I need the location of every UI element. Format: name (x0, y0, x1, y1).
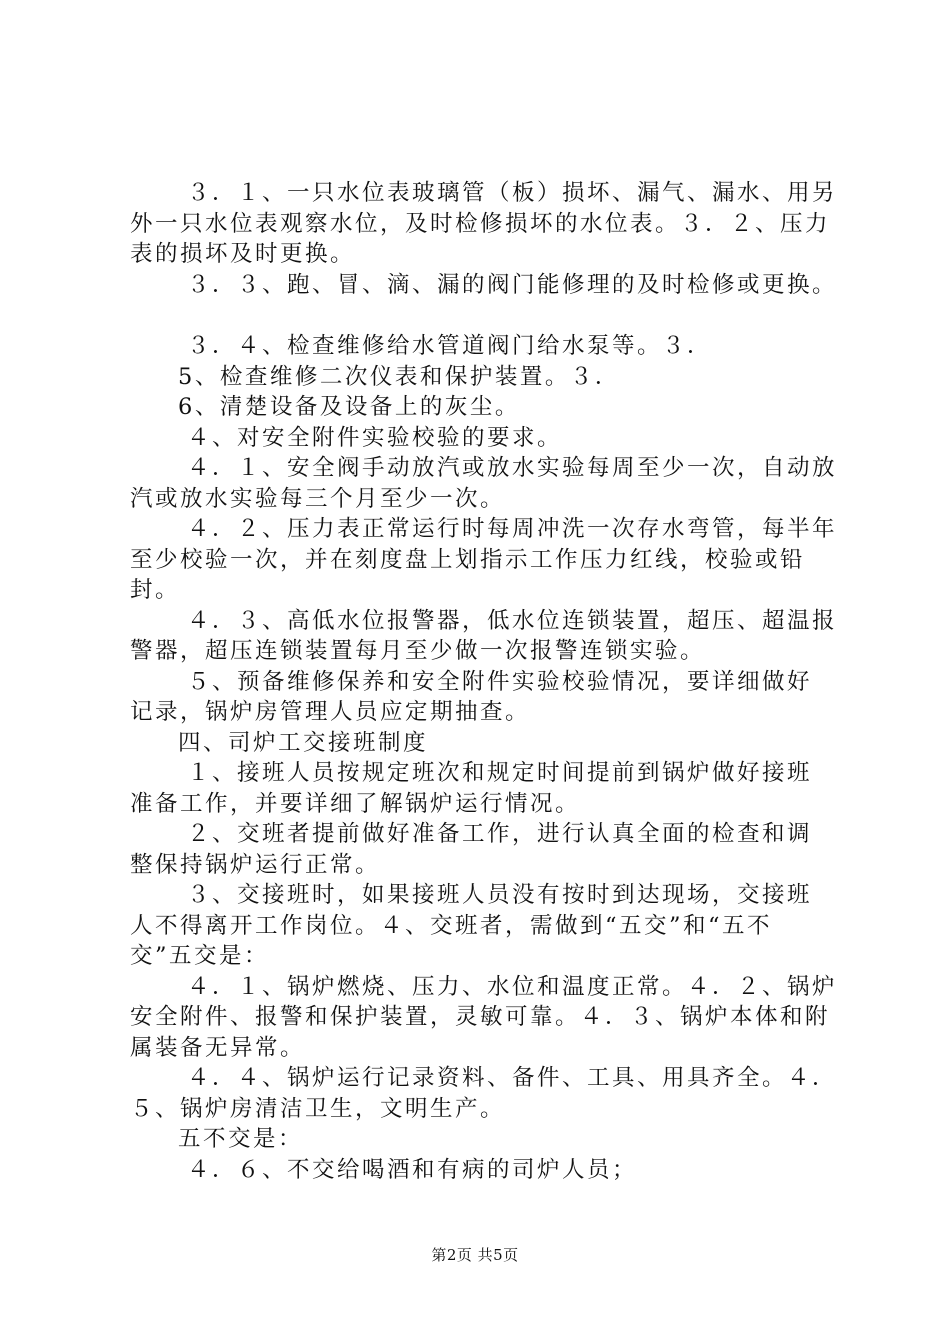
text-line: ５、预备维修保养和安全附件实验校验情况，要详细做好 (187, 669, 813, 695)
text-line: 五不交是： (178, 1126, 304, 1152)
text-line: ４．２、压力表正常运行时每周冲洗一次存水弯管，每半年 (187, 516, 838, 542)
section-heading: 四、司炉工交接班制度 (178, 730, 429, 756)
text-line: ４．１、安全阀手动放汽或放水实验每周至少一次，自动放 (187, 455, 838, 481)
text-line: ３．１、一只水位表玻璃管（板）损坏、漏气、漏水、用另 (187, 180, 838, 206)
text-line: ３．３、跑、冒、滴、漏的阀门能修理的及时检修或更换。 (187, 272, 838, 298)
text-line: 警器，超压连锁装置每月至少做一次报警连锁实验。 (130, 638, 706, 664)
text-line: 准备工作，并要详细了解锅炉运行情况。 (130, 791, 581, 817)
text-line: 记录，锅炉房管理人员应定期抽查。 (130, 699, 531, 725)
text-line: 安全附件、报警和保护装置，灵敏可靠。４．３、锅炉本体和附 (130, 1004, 831, 1030)
text-line: 外一只水位表观察水位，及时检修损坏的水位表。３．２、压力 (130, 211, 831, 237)
text-line: 交”五交是： (130, 943, 270, 969)
text-line: 整保持锅炉运行正常。 (130, 852, 381, 878)
text-line: ４．６、不交给喝酒和有病的司炉人员； (187, 1157, 638, 1183)
text-line: 表的损坏及时更换。 (130, 241, 356, 267)
page-number-footer: 第2页 共5页 (431, 1246, 519, 1264)
text-line: ５、锅炉房清洁卫生，文明生产。 (130, 1096, 506, 1122)
text-line: 汽或放水实验每三个月至少一次。 (130, 486, 506, 512)
text-line: ４．３、高低水位报警器，低水位连锁装置，超压、超温报 (187, 608, 838, 634)
text-line: ２、交班者提前做好准备工作，进行认真全面的检查和调 (187, 821, 813, 847)
text-line: 5、检查维修二次仪表和保护装置。３． (178, 364, 620, 390)
text-line: 人不得离开工作岗位。４、交班者，需做到“五交”和“五不 (130, 913, 773, 939)
text-line: 6、清楚设备及设备上的灰尘。 (178, 394, 520, 420)
text-line: 封。 (130, 577, 181, 603)
text-line: ３、交接班时，如果接班人员没有按时到达现场，交接班 (187, 882, 813, 908)
text-line: １、接班人员按规定班次和规定时间提前到锅炉做好接班 (187, 760, 813, 786)
text-line: ４．４、锅炉运行记录资料、备件、工具、用具齐全。４． (187, 1065, 838, 1091)
text-line: ３．４、检查维修给水管道阀门给水泵等。３． (187, 333, 713, 359)
text-line: ４．１、锅炉燃烧、压力、水位和温度正常。４．２、锅炉 (187, 974, 838, 1000)
text-line: 属装备无异常。 (130, 1035, 306, 1061)
text-line: ４、对安全附件实验校验的要求。 (187, 425, 563, 451)
text-line: 至少校验一次，并在刻度盘上划指示工作压力红线，校验或铅 (130, 547, 806, 573)
